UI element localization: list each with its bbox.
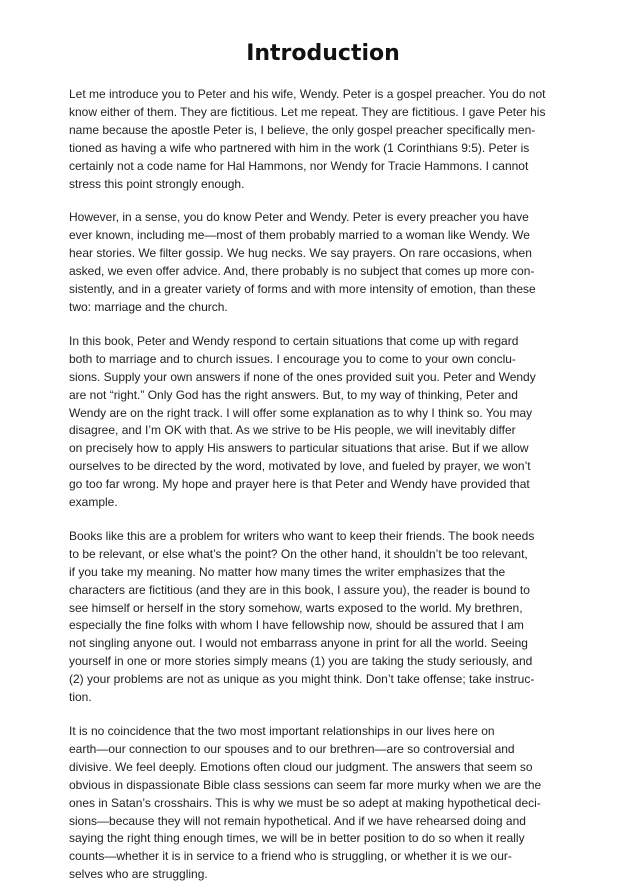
paragraph-1 [69,86,569,193]
text-line: are not “right.” Only God has the right answers. But, to my way of thinking, Peter and [69,387,518,402]
text-line: ones in Satan’s crosshairs. This is why we must be so adept at making hypothetical deci- [69,795,541,810]
text-line: see himself or herself in the story somehow, warts exposed to the world. My brethren, [69,600,523,615]
text-line: asked, we even offer advice. And, there probably is no subject that comes up more con- [69,264,535,279]
text-line: hear stories. We filter gossip. We hug necks. We say prayers. On rare occasions, when [69,246,532,261]
paragraph-2 [69,209,569,316]
paragraph-3 [69,333,569,512]
text-line: both to marriage and to church issues. I encourage you to come to your own conclu- [69,351,516,366]
text-line: characters are fictitious (and they are in this book, I assure you), the reader is bound to [69,582,530,597]
text-line: disagree, and I’m OK with that. As we strive to be His people, we will inevitably differ [69,423,516,438]
text-line: yourself in one or more stories simply means (1) you are taking the study seriously, and [69,654,533,669]
text-line: on precisely how to apply His answers to particular situations that arise. But if we allow [69,441,529,456]
paragraph-5 [69,723,569,884]
text-line: if you take my meaning. No matter how many times the writer emphasizes that the [69,564,506,579]
text-line: tioned as having a wife who partnered with him in the work (1 Corinthians 9:5). Peter is [69,140,530,155]
text-line: two: marriage and the church. [69,299,228,314]
text-line: tion. [69,690,92,705]
text-line: counts—whether it is in service to a friend who is struggling, or whether it is we our- [69,849,512,864]
body-text [69,86,569,884]
text-line: Books like this are a problem for writers who want to keep their friends. The book needs [69,528,535,543]
text-line: not singling anyone out. I would not embarrass anyone in print for all the world. Seeing [69,636,528,651]
text-line: Wendy are on the right track. I will offer some explanation as to why I think so. You may [69,405,533,420]
text-line: ourselves to be directed by the word, motivated by love, and fueled by prayer, we won’t [69,459,531,474]
text-line: saying the right thing enough times, we will be in better position to do so when it really [69,831,525,846]
text-line: Let me introduce you to Peter and his wife, Wendy. Peter is a gospel preacher. You do not [69,87,546,101]
text-line: However, in a sense, you do know Peter and Wendy. Peter is every preacher you have [69,210,529,225]
text-line: especially the fine folks with whom I have fellowship now, should be assured that I am [69,618,524,633]
text-line: stress this point strongly enough. [69,176,245,191]
text-line: know either of them. They are fictitious. Let me repeat. They are fictitious. I gave Peter his [69,104,546,119]
text-line: sistently, and in a greater variety of forms and with more intensity of emotion, than these [69,282,536,297]
text-line: divisive. We feel deeply. Emotions often cloud our judgment. The answers that seem so [69,759,533,774]
text-line: sions. Supply your own answers if none of the ones provided suit you. Peter and Wendy [69,369,536,384]
text-line: ever known, including me—most of them probably married to a woman like Wendy. We [69,228,530,243]
text-line: sions—because they will not remain hypothetical. And if we have rehearsed doing and [69,813,526,828]
paragraph-4 [69,528,569,707]
text-line: to be relevant, or else what’s the point? On the other hand, it shouldn’t be too relevant, [69,546,528,561]
text-line: name because the apostle Peter is, I believe, the only gospel preacher specifically men- [69,122,536,137]
text-line: example. [69,495,118,510]
page-title: Introduction [246,41,400,66]
text-line: certainly not a code name for Hal Hammons, nor Wendy for Tracie Hammons. I cannot [69,158,529,173]
text-line: selves who are struggling. [69,867,208,882]
text-line: It is no coincidence that the two most important relationships in our lives here on [69,724,495,738]
text-line: obvious in dispassionate Bible class sessions can seem far more murky when we are the [69,777,542,792]
text-line: (2) your problems are not as unique as you might think. Don’t take offense; take instruc- [69,672,535,687]
text-line: go too far wrong. My hope and prayer here is that Peter and Wendy have provided that [69,477,530,492]
text-line: earth—our connection to our spouses and to our brethren—are so controversial and [69,741,515,756]
text-line: In this book, Peter and Wendy respond to certain situations that come up with regard [69,333,519,348]
